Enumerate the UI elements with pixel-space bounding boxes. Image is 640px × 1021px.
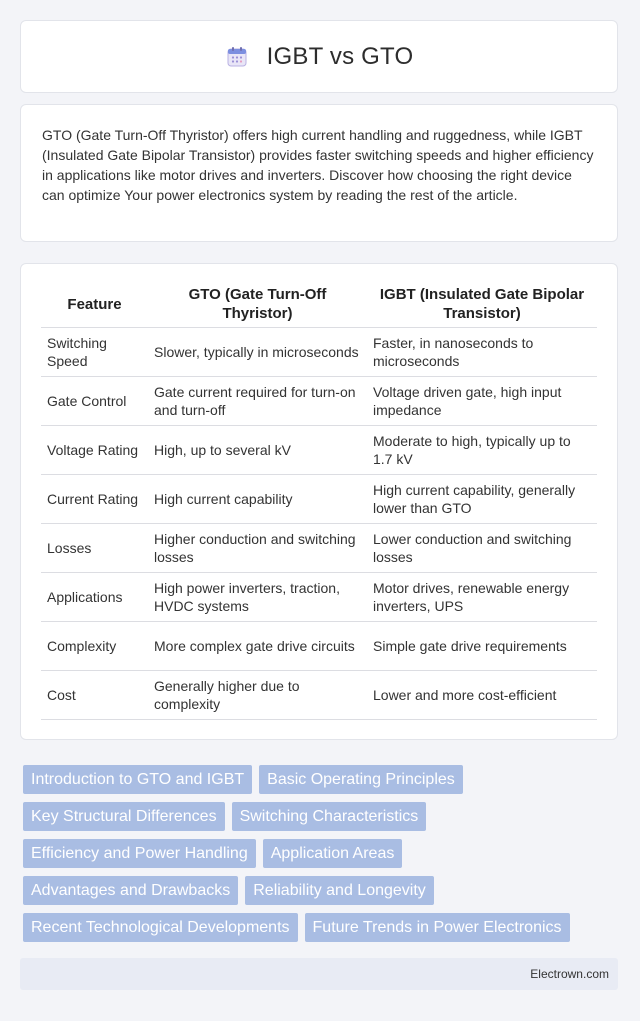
topic-tag-link[interactable]: Application Areas bbox=[263, 839, 403, 868]
intro-paragraph: GTO (Gate Turn-Off Thyristor) offers high current handling and ruggedness, while IGBT (Insulated Gate Bipolar Transistor) provides faster switching speeds and higher efficiency in applications like motor drives and inverters. Discover how choosing the right device can optimize Your power electronics system by reading the rest of the article. bbox=[42, 127, 594, 203]
calendar-icon bbox=[225, 45, 249, 69]
igbt-cell: Moderate to high, typically up to 1.7 kV bbox=[367, 426, 597, 475]
intro-card bbox=[20, 104, 618, 242]
topic-tag-link[interactable]: Basic Operating Principles bbox=[259, 765, 463, 794]
table-header-row bbox=[41, 280, 597, 328]
gto-cell: Gate current required for turn-on and turn-off bbox=[148, 377, 367, 426]
gto-cell: High, up to several kV bbox=[148, 426, 367, 475]
feature-cell: Complexity bbox=[41, 622, 148, 671]
gto-cell: High current capability bbox=[148, 475, 367, 524]
column-header-feature: Feature bbox=[41, 280, 148, 328]
tag-row bbox=[23, 839, 623, 868]
igbt-cell: Lower conduction and switching losses bbox=[367, 524, 597, 573]
comparison-table bbox=[41, 280, 597, 720]
topic-tags bbox=[23, 765, 623, 950]
table-row bbox=[41, 377, 597, 426]
gto-cell: Generally higher due to complexity bbox=[148, 671, 367, 720]
table-row bbox=[41, 475, 597, 524]
gto-cell: Higher conduction and switching losses bbox=[148, 524, 367, 573]
gto-cell: More complex gate drive circuits bbox=[148, 622, 367, 671]
igbt-cell: Simple gate drive requirements bbox=[367, 622, 597, 671]
header-card bbox=[20, 20, 618, 93]
feature-cell: Gate Control bbox=[41, 377, 148, 426]
column-header-igbt: IGBT (Insulated Gate Bipolar Transistor) bbox=[367, 280, 597, 328]
topic-tag-link[interactable]: Advantages and Drawbacks bbox=[23, 876, 238, 905]
igbt-cell: High current capability, generally lower than GTO bbox=[367, 475, 597, 524]
topic-tag-link[interactable]: Efficiency and Power Handling bbox=[23, 839, 256, 868]
footer-site-link[interactable]: Electrown.com bbox=[530, 967, 609, 981]
feature-cell: Cost bbox=[41, 671, 148, 720]
gto-cell: Slower, typically in microseconds bbox=[148, 328, 367, 377]
footer bbox=[20, 958, 618, 990]
feature-cell: Switching Speed bbox=[41, 328, 148, 377]
comparison-table-card bbox=[20, 263, 618, 740]
tag-row bbox=[23, 765, 623, 794]
gto-cell: High power inverters, traction, HVDC systems bbox=[148, 573, 367, 622]
topic-tag-link[interactable]: Future Trends in Power Electronics bbox=[305, 913, 570, 942]
column-header-gto: GTO (Gate Turn-Off Thyristor) bbox=[148, 280, 367, 328]
topic-tag-link[interactable]: Reliability and Longevity bbox=[245, 876, 434, 905]
topic-tag-link[interactable]: Recent Technological Developments bbox=[23, 913, 298, 942]
table-row bbox=[41, 426, 597, 475]
igbt-cell: Lower and more cost-efficient bbox=[367, 671, 597, 720]
table-row bbox=[41, 671, 597, 720]
table-row bbox=[41, 328, 597, 377]
table-row bbox=[41, 622, 597, 671]
page-title: IGBT vs GTO bbox=[266, 42, 414, 70]
tag-row bbox=[23, 802, 623, 831]
feature-cell: Losses bbox=[41, 524, 148, 573]
topic-tag-link[interactable]: Switching Characteristics bbox=[232, 802, 427, 831]
igbt-cell: Motor drives, renewable energy inverters, UPS bbox=[367, 573, 597, 622]
topic-tag-link[interactable]: Introduction to GTO and IGBT bbox=[23, 765, 252, 794]
feature-cell: Applications bbox=[41, 573, 148, 622]
feature-cell: Voltage Rating bbox=[41, 426, 148, 475]
tag-row bbox=[23, 913, 623, 942]
igbt-cell: Voltage driven gate, high input impedance bbox=[367, 377, 597, 426]
topic-tag-link[interactable]: Key Structural Differences bbox=[23, 802, 225, 831]
tag-row bbox=[23, 876, 623, 905]
table-row bbox=[41, 524, 597, 573]
table-row bbox=[41, 573, 597, 622]
igbt-cell: Faster, in nanoseconds to microseconds bbox=[367, 328, 597, 377]
feature-cell: Current Rating bbox=[41, 475, 148, 524]
title-wrap bbox=[225, 43, 414, 71]
